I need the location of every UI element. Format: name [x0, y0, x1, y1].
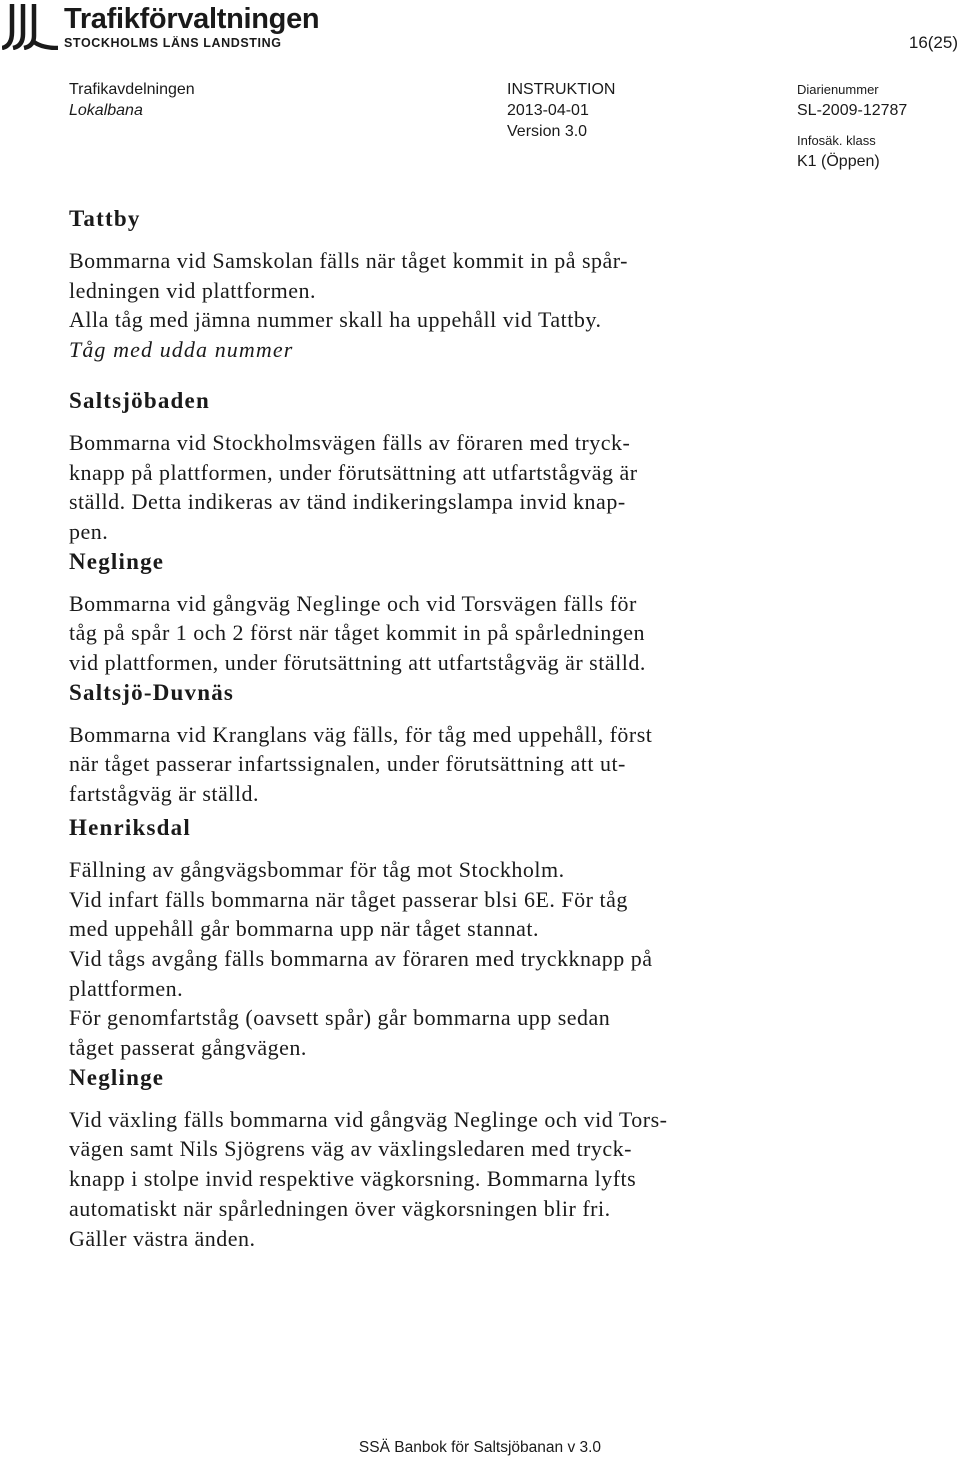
henriksdal-line-1: Fällning av gångvägsbommar för tåg mot Stockholm. [69, 856, 565, 882]
section-heading-tattby: Tattby [69, 206, 141, 231]
document-body [69, 204, 829, 1253]
neglinge-2-line-4: automatiskt när spårledningen över vägkorsningen blir fri. [69, 1195, 611, 1221]
neglinge-2-line-1: Vid växling fälls bommarna vid gångväg Neglinge och vid Tors- [69, 1106, 668, 1132]
duvnas-line-2: när tåget passerar infartssignalen, under förutsättning att ut- [69, 751, 626, 777]
brand-subtitle: STOCKHOLMS LÄNS LANDSTING [64, 36, 282, 50]
tattby-line-1: Bommarna vid Samskolan fälls när tåget kommit in på spår- [69, 248, 629, 273]
neglinge-2-line-2: vägen samt Nils Sjögrens väg av växlingsledaren med tryck- [69, 1136, 632, 1162]
duvnas-line-1: Bommarna vid Kranglans väg fälls, för tåg med uppehåll, först [69, 721, 653, 747]
section-heading-saltsjo-duvnas: Saltsjö-Duvnäs [69, 679, 235, 705]
registry-label: Diarienummer [797, 82, 879, 97]
neglinge-1-line-1: Bommarna vid gångväg Neglinge och vid Torsvägen fälls för [69, 590, 637, 616]
henriksdal-line-5: plattformen. [69, 975, 184, 1001]
document-type: INSTRUKTION [507, 81, 616, 98]
neglinge-2-line-5: Gäller västra änden. [69, 1225, 256, 1251]
header-document-column [507, 79, 615, 142]
section-heading-saltsjobaden: Saltsjöbaden [69, 387, 210, 413]
section-heading-henriksdal: Henriksdal [69, 814, 191, 840]
unit: Lokalbana [69, 102, 143, 119]
brand-name: Trafikförvaltningen [64, 3, 320, 35]
document-date: 2013-04-01 [507, 102, 589, 119]
tattby-note: Tåg med udda nummer [69, 337, 294, 363]
tattby-line-2: ledningen vid plattformen. [69, 277, 316, 303]
classification-label: Infosäk. klass [797, 133, 876, 148]
saltsjobaden-line-2: knapp på plattformen, under förutsättning att utfartstågväg är [69, 459, 638, 485]
henriksdal-line-7: tåget passerat gångvägen. [69, 1035, 307, 1061]
henriksdal-line-4: Vid tågs avgång fälls bommarna av föraren med tryckknapp på [69, 945, 653, 971]
header-department-column [69, 79, 195, 121]
page-number: 16(25) [908, 33, 958, 52]
page-footer: SSÄ Banbok för Saltsjöbanan v 3.0 [358, 1439, 602, 1456]
neglinge-1-line-2: tåg på spår 1 och 2 först när tåget kommit in på spårledningen [69, 620, 645, 646]
document-version: Version 3.0 [507, 123, 588, 140]
saltsjobaden-line-1: Bommarna vid Stockholmsvägen fälls av föraren med tryck- [69, 429, 631, 455]
duvnas-line-3: fartstågväg är ställd. [69, 781, 259, 807]
registry-number: SL-2009-12787 [797, 102, 908, 119]
trafikforvaltningen-logo-icon [2, 2, 58, 50]
henriksdal-line-3: med uppehåll går bommarna upp när tåget stannat. [69, 916, 539, 942]
section-heading-neglinge-2: Neglinge [69, 1064, 165, 1090]
henriksdal-line-2: Vid infart fälls bommarna när tåget passerar blsi 6E. För tåg [69, 886, 628, 912]
neglinge-2-line-3: knapp i stolpe invid respektive vägkorsning. Bommarna lyfts [69, 1166, 637, 1192]
section-heading-neglinge-1: Neglinge [69, 548, 165, 574]
classification-value: K1 (Öppen) [797, 153, 880, 170]
header-registry-column [797, 79, 907, 172]
saltsjobaden-line-4: pen. [69, 518, 109, 544]
henriksdal-line-6: För genomfartståg (oavsett spår) går bommarna upp sedan [69, 1005, 611, 1031]
neglinge-1-line-3: vid plattformen, under förutsättning att utfartstågväg är ställd. [69, 650, 646, 676]
saltsjobaden-line-3: ställd. Detta indikeras av tänd indikeringslampa invid knap- [69, 489, 626, 515]
tattby-line-3: Alla tåg med jämna nummer skall ha uppehåll vid Tattby. [69, 307, 602, 333]
department: Trafikavdelningen [69, 81, 195, 98]
